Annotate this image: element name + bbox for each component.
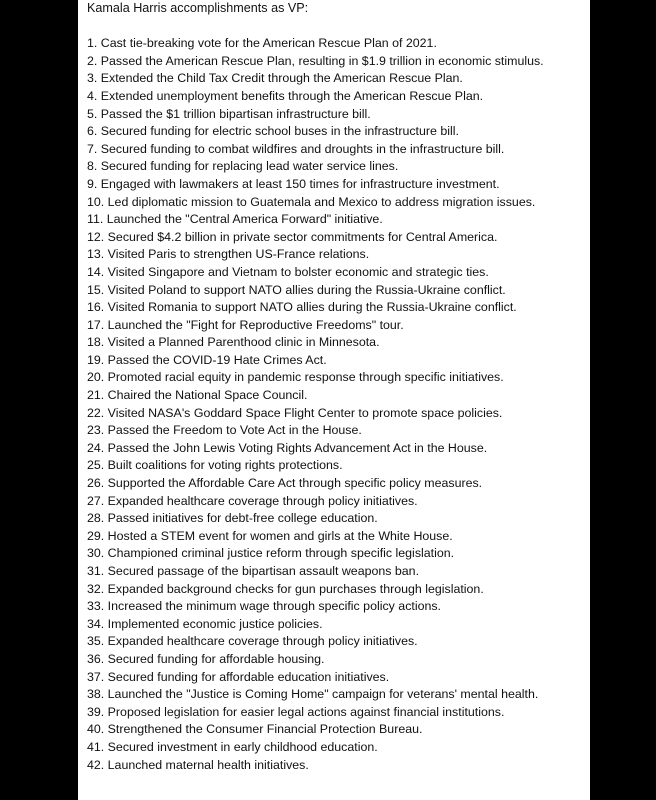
- document-page: [78, 0, 590, 800]
- list-item: 35. Expanded healthcare coverage through policy initiatives.: [87, 634, 418, 649]
- list-item: 26. Supported the Affordable Care Act through specific policy measures.: [87, 476, 483, 491]
- list-item: 3. Extended the Child Tax Credit through the American Rescue Plan.: [87, 71, 463, 86]
- document-heading: Kamala Harris accomplishments as VP:: [87, 1, 309, 15]
- list-item: 31. Secured passage of the bipartisan assault weapons ban.: [87, 564, 420, 578]
- list-item: 24. Passed the John Lewis Voting Rights Advancement Act in the House.: [87, 440, 488, 455]
- list-item: 19. Passed the COVID-19 Hate Crimes Act.: [87, 352, 327, 367]
- accomplishments-list: [87, 35, 590, 774]
- list-item: 23. Passed the Freedom to Vote Act in the House.: [87, 423, 362, 438]
- list-item: 37. Secured funding for affordable education initiatives.: [87, 669, 390, 684]
- list-item: 10. Led diplomatic mission to Guatemala and Mexico to address migration issues.: [87, 194, 536, 209]
- list-item: 7. Secured funding to combat wildfires and droughts in the infrastructure bill.: [87, 141, 505, 156]
- document-text: [87, 0, 590, 774]
- list-item: 16. Visited Romania to support NATO allies during the Russia-Ukraine conflict.: [87, 300, 517, 315]
- list-item: 17. Launched the "Fight for Reproductive Freedoms" tour.: [87, 317, 404, 332]
- list-item: 9. Engaged with lawmakers at least 150 times for infrastructure investment.: [87, 176, 500, 191]
- list-item: 20. Promoted racial equity in pandemic response through specific initiatives.: [87, 370, 504, 385]
- list-item: 28. Passed initiatives for debt-free college education.: [87, 511, 378, 526]
- list-item: 14. Visited Singapore and Vietnam to bolster economic and strategic ties.: [87, 264, 489, 279]
- list-item: 1. Cast tie-breaking vote for the American Rescue Plan of 2021.: [87, 36, 437, 51]
- list-item: 40. Strengthened the Consumer Financial Protection Bureau.: [87, 722, 423, 737]
- list-item: 25. Built coalitions for voting rights protections.: [87, 458, 343, 473]
- blank-line: [87, 18, 590, 36]
- list-item: 34. Implemented economic justice policies.: [87, 616, 323, 631]
- list-item: 4. Extended unemployment benefits through the American Rescue Plan.: [87, 88, 484, 103]
- list-item: 41. Secured investment in early childhood education.: [87, 739, 378, 754]
- list-item: 36. Secured funding for affordable housing.: [87, 651, 325, 666]
- list-item: 39. Proposed legislation for easier legal actions against financial institutions.: [87, 704, 505, 719]
- list-item: 29. Hosted a STEM event for women and girls at the White House.: [87, 528, 453, 543]
- list-item: 22. Visited NASA's Goddard Space Flight Center to promote space policies.: [87, 405, 503, 420]
- list-item: 32. Expanded background checks for gun purchases through legislation.: [87, 581, 484, 596]
- list-item: 8. Secured funding for replacing lead water service lines.: [87, 159, 399, 174]
- list-item: 15. Visited Poland to support NATO allies during the Russia-Ukraine conflict.: [87, 282, 506, 297]
- list-item: 18. Visited a Planned Parenthood clinic in Minnesota.: [87, 335, 380, 350]
- list-item: 42. Launched maternal health initiatives.: [87, 757, 309, 772]
- list-item: 27. Expanded healthcare coverage through policy initiatives.: [87, 493, 418, 508]
- list-item: 2. Passed the American Rescue Plan, resulting in $1.9 trillion in economic stimulus.: [87, 53, 544, 68]
- list-item: 38. Launched the "Justice is Coming Home" campaign for veterans' mental health.: [87, 687, 539, 702]
- list-item: 13. Visited Paris to strengthen US-France relations.: [87, 247, 370, 262]
- list-item: 5. Passed the $1 trillion bipartisan infrastructure bill.: [87, 106, 371, 121]
- list-item: 21. Chaired the National Space Council.: [87, 388, 308, 403]
- list-item: 6. Secured funding for electric school buses in the infrastructure bill.: [87, 124, 459, 139]
- list-item: 33. Increased the minimum wage through specific policy actions.: [87, 599, 441, 614]
- list-item: 30. Championed criminal justice reform through specific legislation.: [87, 546, 455, 561]
- list-item: 11. Launched the "Central America Forward" initiative.: [87, 212, 383, 227]
- list-item: 12. Secured $4.2 billion in private sector commitments for Central America.: [87, 229, 498, 244]
